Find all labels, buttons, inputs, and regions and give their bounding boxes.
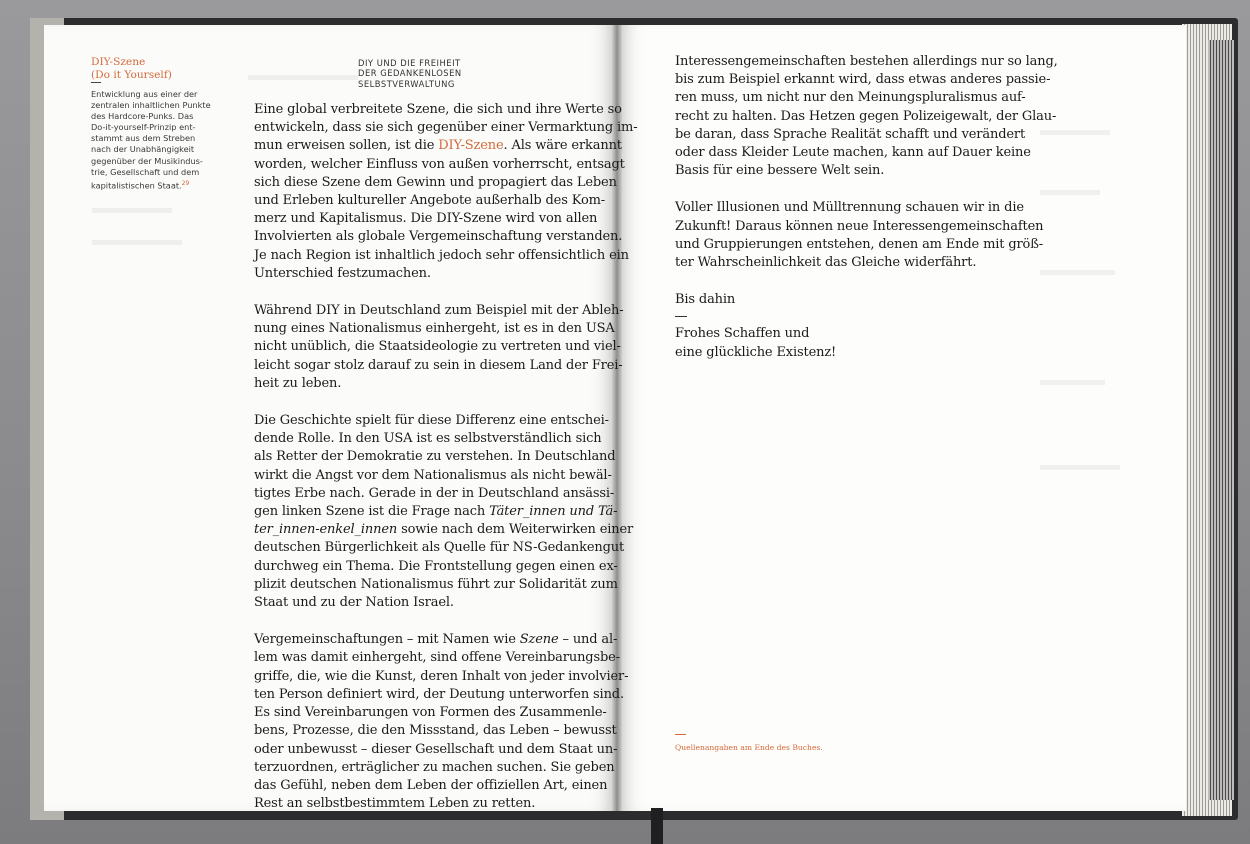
text-line: Basis für eine bessere Welt sein. xyxy=(675,163,885,179)
paragraph xyxy=(254,412,637,612)
text-line: Rest an selbstbestimmtem Leben zu retten. xyxy=(254,796,536,812)
text-line: oder unbewusst – dieser Gesellschaft und dem Staat un- xyxy=(254,741,618,757)
closing-line: Bis dahin xyxy=(675,292,736,308)
text-line: Unterschied festzumachen. xyxy=(254,265,431,281)
diy-szene-term: DIY-Szene xyxy=(438,138,504,154)
sidenote-line: trie, Gesellschaft und dem xyxy=(91,166,200,177)
left-body-text xyxy=(254,101,637,813)
text-line: Die Geschichte spielt für diese Differenz eine entschei- xyxy=(254,413,609,429)
paragraph-gap xyxy=(675,180,1058,199)
bookmark-ribbon xyxy=(651,808,663,844)
text-line: worden, welcher Einfluss von außen vorherrscht, entsagt xyxy=(254,156,625,172)
text-fragment: Vergemeinschaftungen – mit Namen wie xyxy=(254,632,520,648)
sidenote-line-text: kapitalistischen Staat. xyxy=(91,180,182,191)
text-fragment: mun erweisen sollen, ist die xyxy=(254,138,439,154)
show-through xyxy=(1040,465,1120,470)
sidenote-line: nach der Unabhängigkeit xyxy=(91,144,195,155)
text-line: und Erleben kultureller Angebote außerhalb des Kom- xyxy=(254,193,606,209)
text-line: recht zu halten. Das Hetzen gegen Polizeigewalt, der Glau- xyxy=(675,108,1057,124)
text-line: merz und Kapitalismus. Die DIY-Szene wird von allen xyxy=(254,211,598,227)
show-through xyxy=(92,208,172,213)
text-line: deutschen Bürgerlichkeit als Quelle für NS-Gedankengut xyxy=(254,540,625,556)
text-line: ren muss, um nicht nur den Meinungspluralismus auf- xyxy=(675,90,1026,106)
sidenote-title xyxy=(91,56,172,82)
text-line: das Gefühl, neben dem Leben der offiziellen Art, einen xyxy=(254,777,608,793)
sidenote-line: zentralen inhaltlichen Punkte xyxy=(91,100,211,111)
chapter-label-line: DIY UND DIE FREIHEIT xyxy=(358,58,461,68)
chapter-label-line: DER GEDANKENLOSEN xyxy=(358,68,462,79)
text-fragment: sowie nach dem Weiterwirken einer xyxy=(397,522,634,538)
sidenote-line xyxy=(91,178,231,192)
text-line: terzuordnen, erträglicher zu machen suchen. Sie geben xyxy=(254,759,615,775)
emphasis: Szene xyxy=(519,632,559,648)
text-line: nicht unüblich, die Staatsideologie zu vertreten und viel- xyxy=(254,339,621,355)
show-through xyxy=(92,240,182,245)
page-edges-right-tail xyxy=(1208,40,1234,800)
paragraph xyxy=(675,199,1058,272)
sidenote-line: Do-it-yourself-Prinzip ent- xyxy=(91,122,196,133)
sidenote-line: stammt aus dem Streben xyxy=(91,133,196,144)
text-line: plizit deutschen Nationalismus führt zur Solidarität zum xyxy=(254,576,618,592)
sidenote-title-line: DIY-Szene xyxy=(91,56,146,68)
text-line: tigtes Erbe nach. Gerade in der in Deutschland ansässi- xyxy=(254,485,615,501)
text-line: oder dass Kleider Leute machen, kann auf Dauer keine xyxy=(675,145,1031,161)
paragraph xyxy=(254,101,637,283)
text-line: griffe, die, wie die Kunst, deren Inhalt von jeder involvier- xyxy=(254,668,629,684)
sidenote-line: gegenüber der Musikindus- xyxy=(91,155,203,166)
text-line: wirkt die Angst vor dem Nationalismus als nicht bewäl- xyxy=(254,467,612,483)
text-line: Während DIY in Deutschland zum Beispiel mit der Ableh- xyxy=(254,303,624,319)
text-fragment: gen linken Szene ist die Frage nach xyxy=(254,504,490,520)
sign-off-line: Frohes Schaffen und xyxy=(675,326,810,342)
chapter-label-line: SELBSTVERWALTUNG xyxy=(358,78,455,89)
text-line: lem was damit einhergeht, sind offene Vereinbarungsbe- xyxy=(254,650,620,666)
paragraph xyxy=(675,53,1058,180)
sidenote-line: des Hardcore-Punks. Das xyxy=(91,111,194,122)
footnote-divider xyxy=(675,734,686,735)
text-line: ten Person definiert wird, der Deutung unterworfen sind. xyxy=(254,686,624,702)
text-line xyxy=(254,503,637,521)
paragraph-gap xyxy=(254,612,637,631)
closing-dash xyxy=(675,316,687,317)
emphasis: Täter_innen und Tä- xyxy=(489,504,618,520)
text-line: bis zum Beispiel erkannt wird, dass etwas anderes passie- xyxy=(675,72,1051,88)
text-line xyxy=(254,137,637,155)
text-line: Voller Illusionen und Mülltrennung schauen wir in die xyxy=(675,200,1024,216)
paragraph-gap xyxy=(254,393,637,412)
text-fragment: – und al- xyxy=(558,632,618,648)
text-line: Es sind Vereinbarungen von Formen des Zusammenle- xyxy=(254,705,607,721)
right-body-text xyxy=(675,53,1058,362)
text-line: nung eines Nationalismus einhergeht, ist es in den USA xyxy=(254,321,615,337)
text-line: und Gruppierungen entstehen, denen am Ende mit größ- xyxy=(675,236,1044,252)
text-line: durchweg ein Thema. Die Frontstellung gegen einen ex- xyxy=(254,558,618,574)
sign-off-line: eine glückliche Existenz! xyxy=(675,344,837,360)
show-through xyxy=(248,75,358,80)
sign-off xyxy=(675,325,1058,361)
text-line xyxy=(254,631,637,649)
paragraph xyxy=(254,302,637,393)
show-through xyxy=(1040,380,1105,385)
sidenote-body xyxy=(91,89,231,192)
footnote-text: Quellenangaben am Ende des Buches. xyxy=(675,743,823,752)
paragraph-gap xyxy=(254,283,637,302)
text-line: heit zu leben. xyxy=(254,375,342,391)
text-line: Je nach Region ist inhaltlich jedoch sehr offensichtlich ein xyxy=(254,247,629,263)
text-line: ter Wahrscheinlichkeit das Gleiche widerfährt. xyxy=(675,255,977,271)
sidenote-divider xyxy=(91,82,101,83)
text-line: leicht sogar stolz darauf zu sein in diesem Land der Frei- xyxy=(254,357,623,373)
paragraph xyxy=(254,631,637,813)
text-fragment: . Als wäre erkannt xyxy=(503,138,622,154)
text-line: Staat und zu der Nation Israel. xyxy=(254,595,454,611)
sidenote-line: Entwicklung aus einer der xyxy=(91,89,198,99)
text-line: Eine global verbreitete Szene, die sich und ihre Werte so xyxy=(254,102,622,117)
text-line: Involvierten als globale Vergemeinschaftung verstanden. xyxy=(254,229,623,245)
text-line: bens, Prozesse, die den Missstand, das Leben – bewusst xyxy=(254,723,617,739)
footnote-ref[interactable]: 29 xyxy=(181,179,190,187)
text-line: Interessengemeinschaften bestehen allerdings nur so lang, xyxy=(675,54,1058,69)
text-line: als Retter der Demokratie zu verstehen. In Deutschland xyxy=(254,449,616,465)
paragraph-gap xyxy=(675,272,1058,291)
text-line: be daran, dass Sprache Realität schafft und verändert xyxy=(675,126,1026,142)
emphasis: ter_innen-enkel_innen xyxy=(254,522,398,538)
closing xyxy=(675,291,1058,309)
chapter-label xyxy=(358,58,462,89)
text-line xyxy=(254,521,637,539)
sidenote-title-line: (Do it Yourself) xyxy=(91,69,172,81)
text-line: sich diese Szene dem Gewinn und propagiert das Leben xyxy=(254,174,617,190)
text-line: dende Rolle. In den USA ist es selbstverständlich sich xyxy=(254,431,602,447)
text-line: Zukunft! Daraus können neue Interessengemeinschaften xyxy=(675,218,1044,234)
text-line: entwickeln, dass sie sich gegenüber einer Vermarktung im- xyxy=(254,120,638,136)
